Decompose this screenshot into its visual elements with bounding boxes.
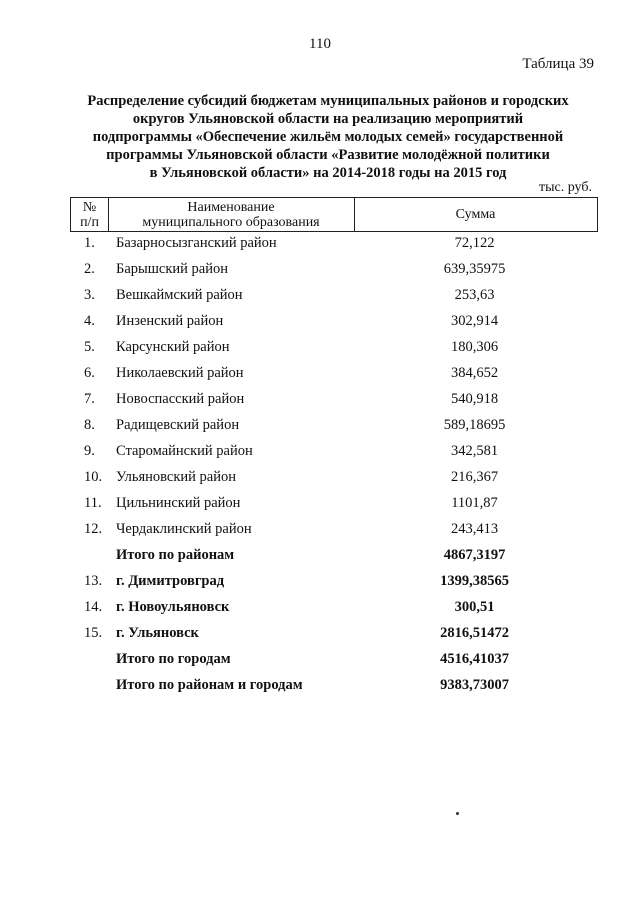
row-value: 253,63 [454, 287, 495, 303]
row-name: г. Новоульяновск [116, 599, 230, 615]
row-name: Старомайнский район [116, 443, 253, 459]
table-row [70, 466, 598, 492]
row-value: 639,35975 [443, 261, 506, 277]
row-name: Новоспасский район [116, 391, 245, 407]
row-number: 4. [84, 313, 95, 329]
header-number-line1: № [82, 199, 97, 215]
row-name: г. Димитровград [116, 573, 225, 589]
row-number: 3. [84, 287, 95, 303]
row-value: 1101,87 [451, 495, 498, 511]
header-sum-label: Сумма [455, 207, 496, 222]
title-line: программы Ульяновской области «Развитие молодёжной политики [106, 147, 550, 163]
row-value: 384,652 [450, 365, 499, 381]
row-value: 342,581 [450, 443, 499, 459]
table-row [70, 544, 598, 570]
table-row [70, 336, 598, 362]
table-row [70, 648, 598, 674]
row-name: Чердаклинский район [116, 521, 252, 537]
row-name: Базарносызганский район [116, 235, 277, 251]
title-line: в Ульяновской области» на 2014-2018 годы на 2015 год [149, 165, 507, 181]
row-number: 12. [84, 521, 103, 537]
row-name: Инзенский район [116, 313, 224, 329]
table-row [70, 570, 598, 596]
table-label: Таблица 39 [522, 56, 594, 72]
table-row [70, 518, 598, 544]
row-number: 15. [84, 625, 103, 641]
table-row [70, 310, 598, 336]
row-name: Радищевский район [116, 417, 240, 433]
document-title [70, 92, 586, 182]
row-number: 6. [84, 365, 95, 381]
table-row [70, 622, 598, 648]
header-sum-cell [354, 198, 597, 231]
table-row [70, 232, 598, 258]
row-value: 216,367 [450, 469, 499, 485]
row-name: Цильнинский район [116, 495, 241, 511]
table-row [70, 362, 598, 388]
table-row [70, 414, 598, 440]
table-row [70, 440, 598, 466]
stray-mark [456, 812, 459, 815]
title-line: Распределение субсидий бюджетам муниципальных районов и городских [87, 93, 569, 109]
row-name: Вешкаймский район [116, 287, 243, 303]
title-line: подпрограммы «Обеспечение жильём молодых семей» государственной [92, 129, 564, 145]
row-value: 4516,41037 [440, 651, 509, 667]
header-number-cell [71, 198, 109, 231]
row-name: Итого по районам [116, 547, 235, 563]
row-value: 1399,38565 [440, 573, 509, 589]
units-label: тыс. руб. [539, 180, 592, 195]
table-header [70, 197, 598, 232]
row-value: 302,914 [450, 313, 499, 329]
page-number: 110 [309, 36, 331, 52]
row-number: 11. [84, 495, 102, 511]
header-name-cell [108, 198, 355, 231]
table-row [70, 258, 598, 284]
row-number: 9. [84, 443, 95, 459]
header-name-line1: Наименование [187, 199, 275, 215]
row-value: 589,18695 [443, 417, 506, 433]
row-value: 180,306 [450, 339, 499, 355]
row-value: 2816,51472 [440, 625, 509, 641]
table-row [70, 284, 598, 310]
row-number: 7. [84, 391, 95, 407]
row-number: 13. [84, 573, 103, 589]
row-name: г. Ульяновск [116, 625, 199, 641]
table-row [70, 388, 598, 414]
row-value: 300,51 [454, 599, 495, 615]
table-row [70, 674, 598, 700]
row-name: Николаевский район [116, 365, 244, 381]
row-name: Карсунский район [116, 339, 230, 355]
row-number: 14. [84, 599, 103, 615]
row-value: 243,413 [450, 521, 499, 537]
row-name: Барышский район [116, 261, 228, 277]
row-name: Итого по городам [116, 651, 231, 667]
header-name-line2: муниципального образования [142, 214, 320, 230]
row-name: Ульяновский район [116, 469, 237, 485]
table-body [70, 232, 598, 700]
row-value: 540,918 [450, 391, 499, 407]
table-row [70, 596, 598, 622]
row-value: 72,122 [454, 235, 495, 251]
row-number: 2. [84, 261, 95, 277]
row-value: 9383,73007 [440, 677, 509, 693]
row-number: 5. [84, 339, 95, 355]
row-number: 8. [84, 417, 95, 433]
row-name: Итого по районам и городам [116, 677, 303, 693]
title-line: округов Ульяновской области на реализацию мероприятий [132, 111, 524, 127]
table-row [70, 492, 598, 518]
row-value: 4867,3197 [443, 547, 506, 563]
row-number: 1. [84, 235, 95, 251]
header-number-line2: п/п [80, 214, 99, 230]
row-number: 10. [84, 469, 103, 485]
